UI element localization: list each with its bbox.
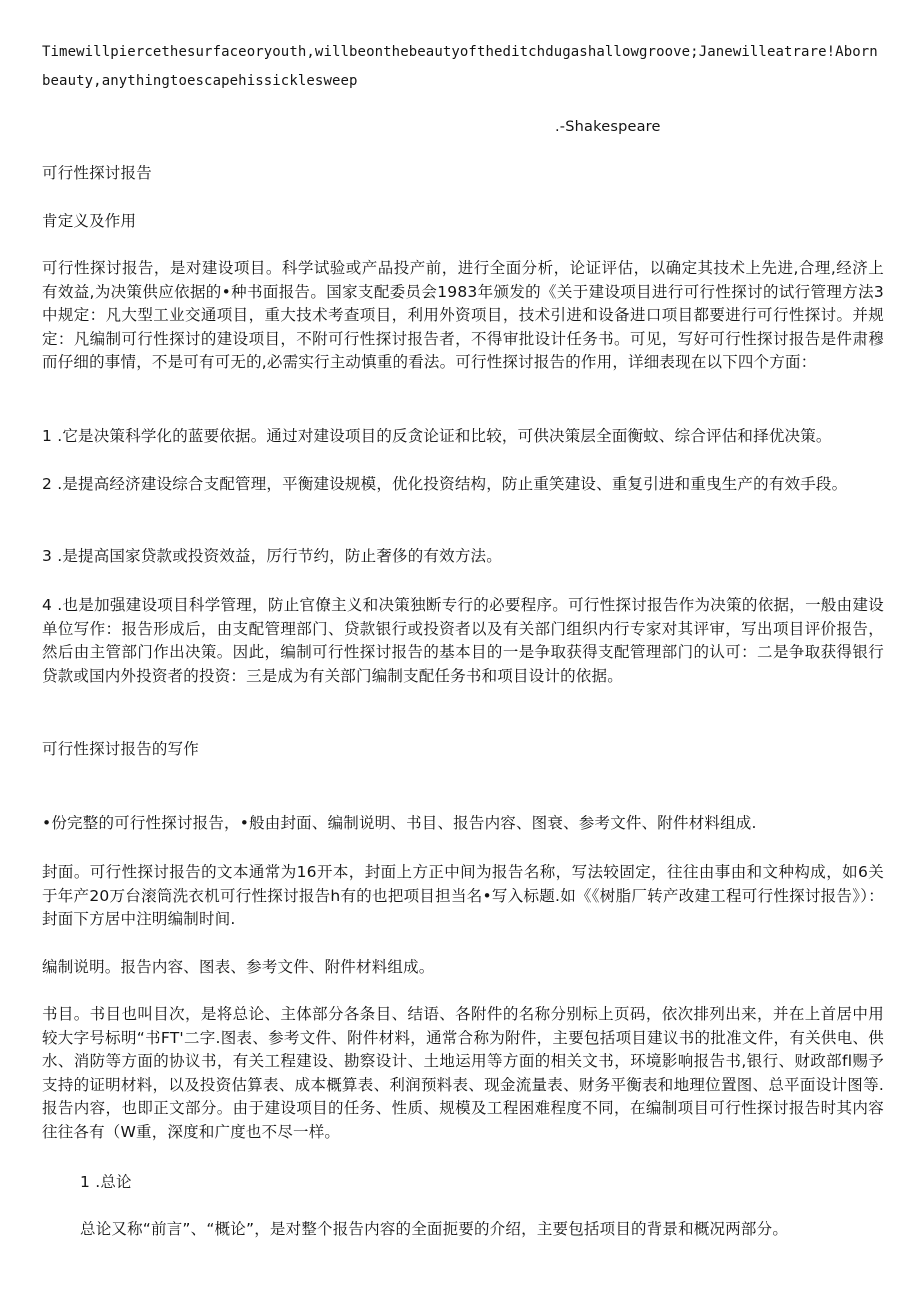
- epigraph-quote: Timewillpiercethesurfaceoryouth,willbeonthebeautyoftheditchdugashallowgroove;Janewilleatrare!Abornbeauty,anythingtoescapehissicklesweep: [42, 44, 878, 89]
- editorial-paragraph: 编制说明。报告内容、图表、参考文件、附件材料组成。: [42, 958, 435, 976]
- document-title: 可行性探讨报告: [42, 164, 152, 182]
- cover-paragraph: 封面。可行性探讨报告的文本通常为16开本，封面上方正中间为报告名称，写法较固定，往往由事由和文种构成，如6关于年产20万台滚筒洗衣机可行性探讨报告h有的也把项目担当名•写入标题.如《《树脂厂转产改建工程可行性探讨报告》）：封面下方居中注明编制时间.: [42, 863, 884, 928]
- subsection-heading-overview: 1 .总论: [80, 1173, 132, 1191]
- composition-paragraph: •份完整的可行性探讨报告，•般由封面、编制说明、书目、报告内容、图衰、参考文件、附件材料组成.: [42, 814, 757, 832]
- point-1: 1 .它是决策科学化的蓝要依据。通过对建设项目的反贪论证和比较，可供决策层全面衡蚊、综合评估和择优决策。: [42, 427, 832, 445]
- section-heading-definition: 肯定义及作用: [42, 212, 137, 230]
- point-2: 2 .是提高经济建设综合支配管理，平衡建设规模，优化投资结构，防止重笑建设、重复引进和重曳生产的有效手段。: [42, 475, 848, 493]
- point-4: 4 .也是加强建设项目科学管理，防止官僚主义和决策独断专行的必要程序。可行性探讨报告作为决策的依据，一般由建设单位写作：报告形成后，由支配管理部门、贷款银行或投资者以及有关部门组织内行专家对其评审，写出项目评价报告，然后由主管部门作出决策。因此，编制可行性探讨报告的基本目的一是争取获得支配管理部门的认可：二是争取获得银行贷款或国内外投资者的投资：三是成为有关部门编制支配任务书和项目设计的依据。: [42, 596, 884, 685]
- overview-paragraph: 总论又称“前言”、“概论”，是对整个报告内容的全面扼要的介绍，主要包括项目的背景和概况两部分。: [80, 1220, 789, 1238]
- point-3: 3 .是提高国家贷款或投资效益，厉行节约，防止奢侈的有效方法。: [42, 547, 502, 565]
- toc-paragraph: 书目。书目也叫目次，是将总论、主体部分各条目、结语、各附件的名称分别标上页码，依次排列出来，并在上首居中用较大字号标明“书FT'二字.图表、参考文件、附件材料，通常合称为附件，主要包括项目建议书的批准文件，有关供电、供水、消防等方面的协议书，有关工程建设、勘察设计、土地运用等方面的相关文书，环境影响报告书,银行、财政部fl赐予支持的证明材料，以及投资估算表、成本概算表、利润预料表、现金流量表、财务平衡表和地理位置图、总平面设计图等.报告内容，也即正文部分。由于建设项目的任务、性质、规模及工程困难程度不同，在编制项目可行性探讨报告时其内容往往各有（W重，深度和广度也不尽一样。: [42, 1005, 884, 1141]
- epigraph-attribution: .-Shakespeare: [555, 119, 661, 135]
- section-heading-writing: 可行性探讨报告的写作: [42, 740, 200, 758]
- intro-paragraph: 可行性探讨报告，是对建设项目。科学试验或产品投产前，进行全面分析，论证评估，以确定其技术上先进,合理,经济上有效益,为决策供应依据的•种书面报告。国家支配委员会1983年颁发的《关于建设项目进行可行性探讨的试行管理方法3中规定：凡大型工业交通项目，重大技术考查项目，利用外资项目，技术引进和设备进口项目都要进行可行性探讨。并规定：凡编制可行性探讨的建设项目，不附可行性探讨报告者，不得审批设计任务书。可见，写好可行性探讨报告是件肃穆而仔细的事情，不是可有可无的,必需实行主动慎重的看法。可行性探讨报告的作用，详细表现在以下四个方面：: [42, 259, 884, 371]
